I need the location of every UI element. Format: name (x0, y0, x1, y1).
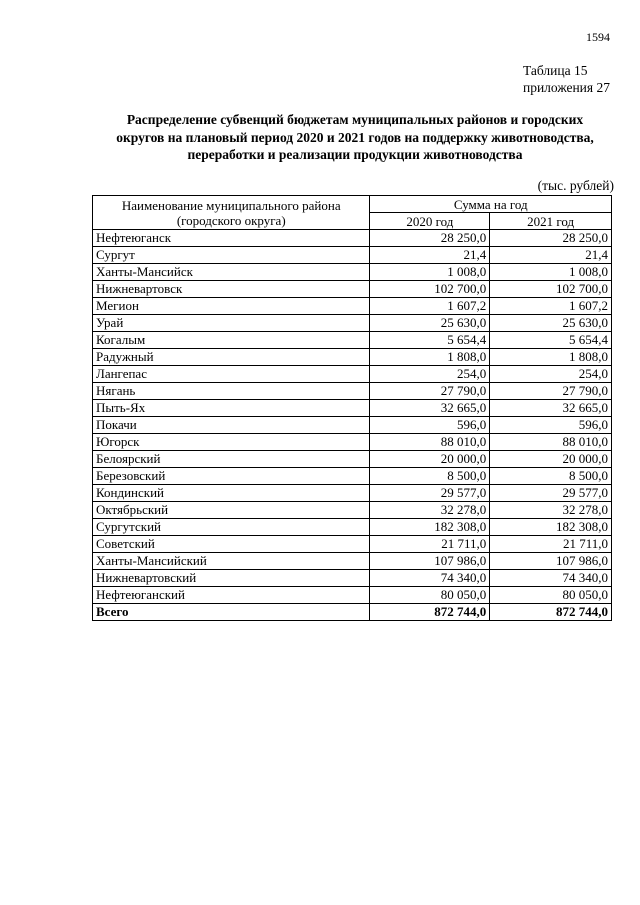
row-2021-cell: 1 607,2 (490, 298, 612, 315)
row-2021-cell: 596,0 (490, 417, 612, 434)
page-number: 1594 (586, 30, 610, 44)
row-name-cell: Советский (93, 536, 370, 553)
row-2020-cell: 1 008,0 (370, 264, 490, 281)
row-2021-cell: 107 986,0 (490, 553, 612, 570)
row-2021-cell: 20 000,0 (490, 451, 612, 468)
table-row (93, 502, 612, 519)
row-name-cell: Октябрьский (93, 502, 370, 519)
header-year-2021: 2021 год (490, 213, 612, 230)
document-title (88, 111, 622, 164)
table-row (93, 434, 612, 451)
subvention-table (92, 195, 612, 621)
table-row (93, 451, 612, 468)
row-2021-cell: 32 665,0 (490, 400, 612, 417)
row-2020-cell: 74 340,0 (370, 570, 490, 587)
row-name-cell: Ханты-Мансийск (93, 264, 370, 281)
row-2020-cell: 32 665,0 (370, 400, 490, 417)
row-name-cell: Нефтеюганский (93, 587, 370, 604)
row-2021-cell: 21 711,0 (490, 536, 612, 553)
table-row (93, 383, 612, 400)
table-row (93, 570, 612, 587)
row-name-cell: Мегион (93, 298, 370, 315)
row-2021-cell: 29 577,0 (490, 485, 612, 502)
units-label: (тыс. рублей) (537, 178, 614, 193)
row-name-cell: Нягань (93, 383, 370, 400)
header-name-line-1: Наименование муниципального района (121, 197, 341, 213)
row-name-cell: Ханты-Мансийский (93, 553, 370, 570)
row-2020-cell: 80 050,0 (370, 587, 490, 604)
caption-table-number: Таблица 15 (522, 63, 588, 78)
row-2020-cell: 32 278,0 (370, 502, 490, 519)
row-2020-cell: 20 000,0 (370, 451, 490, 468)
table-row (93, 519, 612, 536)
row-2021-cell: 88 010,0 (490, 434, 612, 451)
table-row (93, 536, 612, 553)
table-row (93, 332, 612, 349)
total-2020-cell: 872 744,0 (370, 604, 490, 621)
total-label-cell: Всего (93, 604, 370, 621)
row-2020-cell: 88 010,0 (370, 434, 490, 451)
table-row (93, 349, 612, 366)
total-row (93, 604, 612, 621)
row-2021-cell: 8 500,0 (490, 468, 612, 485)
row-2021-cell: 254,0 (490, 366, 612, 383)
row-2020-cell: 1 808,0 (370, 349, 490, 366)
table-row (93, 417, 612, 434)
row-name-cell: Белоярский (93, 451, 370, 468)
row-2020-cell: 182 308,0 (370, 519, 490, 536)
table-row (93, 230, 612, 247)
header-name-line-2: (городского округа) (176, 212, 286, 228)
row-2021-cell: 182 308,0 (490, 519, 612, 536)
row-2021-cell: 21,4 (490, 247, 612, 264)
row-name-cell: Радужный (93, 349, 370, 366)
row-2020-cell: 5 654,4 (370, 332, 490, 349)
row-2021-cell: 74 340,0 (490, 570, 612, 587)
row-2020-cell: 28 250,0 (370, 230, 490, 247)
table-row (93, 400, 612, 417)
row-name-cell: Когалым (93, 332, 370, 349)
row-name-cell: Нефтеюганск (93, 230, 370, 247)
table-row (93, 366, 612, 383)
row-2021-cell: 28 250,0 (490, 230, 612, 247)
row-2020-cell: 29 577,0 (370, 485, 490, 502)
caption-appendix: приложения 27 (522, 80, 610, 95)
row-name-cell: Покачи (93, 417, 370, 434)
row-name-cell: Сургут (93, 247, 370, 264)
row-2020-cell: 1 607,2 (370, 298, 490, 315)
table-row (93, 587, 612, 604)
header-year-2020: 2020 год (370, 213, 490, 230)
row-2021-cell: 32 278,0 (490, 502, 612, 519)
table-row (93, 247, 612, 264)
row-2020-cell: 107 986,0 (370, 553, 490, 570)
row-name-cell: Урай (93, 315, 370, 332)
row-2020-cell: 27 790,0 (370, 383, 490, 400)
title-line-3: переработки и реализации продукции животноводства (187, 147, 523, 162)
table-row (93, 298, 612, 315)
row-2021-cell: 80 050,0 (490, 587, 612, 604)
row-2020-cell: 102 700,0 (370, 281, 490, 298)
row-2021-cell: 25 630,0 (490, 315, 612, 332)
table-body (93, 230, 612, 621)
title-line-2: округов на плановый период 2020 и 2021 годов на поддержку животноводства, (116, 129, 594, 145)
table-row (93, 315, 612, 332)
row-2021-cell: 5 654,4 (490, 332, 612, 349)
row-2021-cell: 1 808,0 (490, 349, 612, 366)
row-2020-cell: 254,0 (370, 366, 490, 383)
header-name-cell (93, 196, 370, 230)
row-name-cell: Кондинский (93, 485, 370, 502)
row-name-cell: Нижневартовский (93, 570, 370, 587)
row-name-cell: Югорск (93, 434, 370, 451)
row-2020-cell: 8 500,0 (370, 468, 490, 485)
table-row (93, 468, 612, 485)
total-2021-cell: 872 744,0 (490, 604, 612, 621)
title-line-1: Распределение субвенций бюджетам муниципальных районов и городских (126, 112, 584, 127)
header-row-1 (93, 196, 612, 213)
row-2021-cell: 27 790,0 (490, 383, 612, 400)
row-2021-cell: 102 700,0 (490, 281, 612, 298)
header-sum-cell: Сумма на год (370, 196, 612, 213)
table-caption (523, 62, 610, 96)
table-row (93, 264, 612, 281)
row-2020-cell: 21,4 (370, 247, 490, 264)
row-2020-cell: 21 711,0 (370, 536, 490, 553)
row-2021-cell: 1 008,0 (490, 264, 612, 281)
row-name-cell: Сургутский (93, 519, 370, 536)
row-name-cell: Березовский (93, 468, 370, 485)
table-row (93, 281, 612, 298)
table-row (93, 553, 612, 570)
row-name-cell: Нижневартовск (93, 281, 370, 298)
row-name-cell: Лангепас (93, 366, 370, 383)
row-2020-cell: 25 630,0 (370, 315, 490, 332)
row-2020-cell: 596,0 (370, 417, 490, 434)
table-row (93, 485, 612, 502)
row-name-cell: Пыть-Ях (93, 400, 370, 417)
